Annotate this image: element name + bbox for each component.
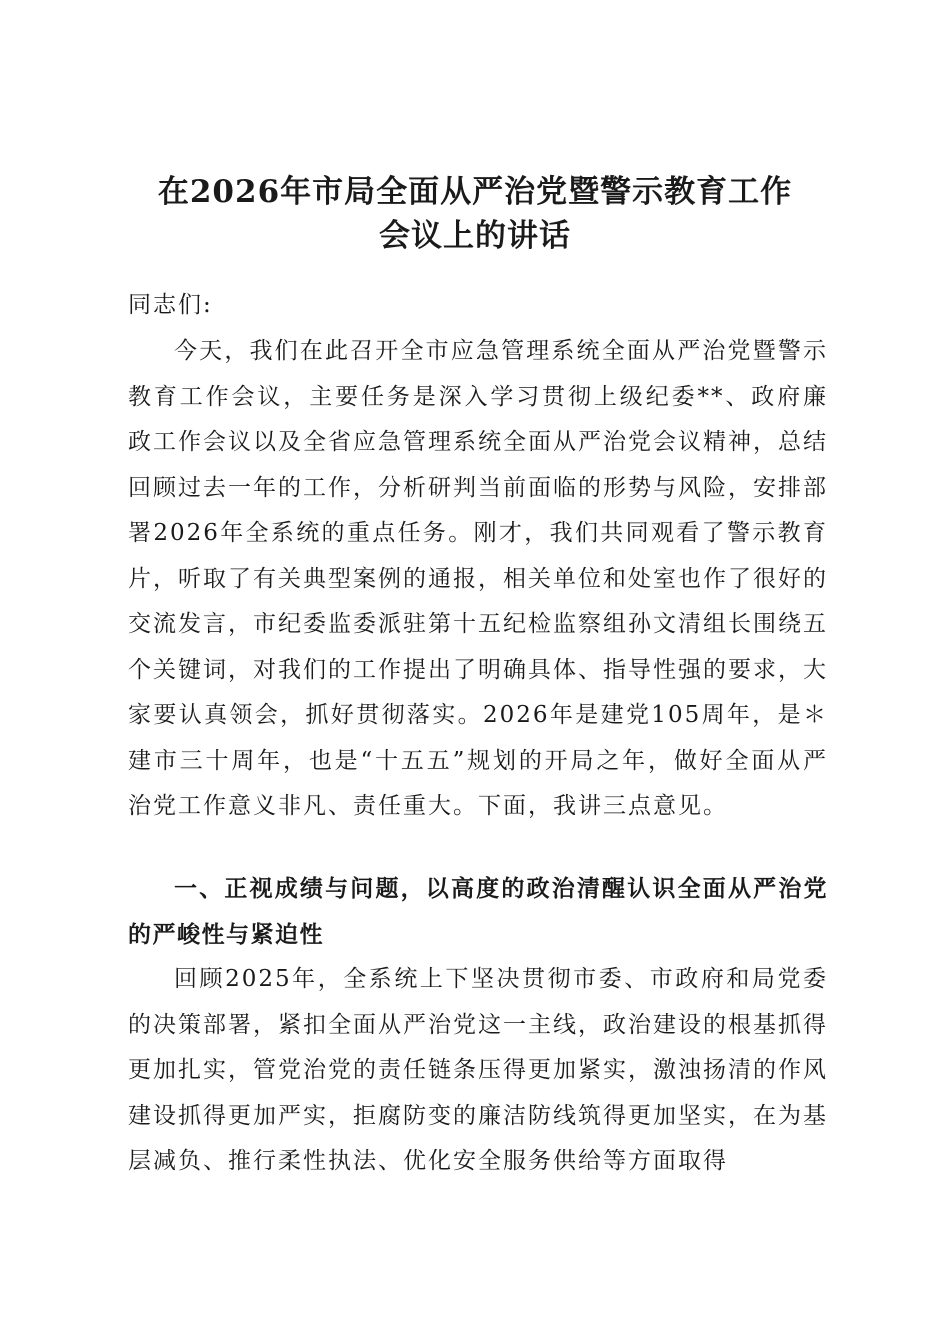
document-title [100,170,850,258]
paragraph-review: 回顾2025年，全系统上下坚决贯彻市委、市政府和局党委的决策部署，紧扣全面从严治党这一主线，政治建设的根基抓得更加扎实，管党治党的责任链条压得更加紧实，激浊扬清的作风建设抓得更加严实，拒腐防变的廉洁防线筑得更加坚实，在为基层减负、推行柔性执法、优化安全服务供给等方面取得 [128,966,828,1174]
title-line-2: 会议上的讲话 [379,218,571,254]
paragraph-opening: 今天，我们在此召开全市应急管理系统全面从严治党暨警示教育工作会议，主要任务是深入学习贯彻上级纪委**、政府廉政工作会议以及全省应急管理系统全面从严治党会议精神，总结回顾过去一年的工作，分析研判当前面临的形势与风险，安排部署2026年全系统的重点任务。刚才，我们共同观看了警示教育片，听取了有关典型案例的通报，相关单位和处室也作了很好的交流发言，市纪委监委派驻第十五纪检监察组孙文清组长围绕五个关键词，对我们的工作提出了明确具体、指导性强的要求，大家要认真领会，抓好贯彻落实。2026年是建党105周年，是＊建市三十周年，也是“十五五”规划的开局之年，做好全面从严治党工作意义非凡、责任重大。下面，我讲三点意见。 [128,338,828,819]
section-heading-1: 一、正视成绩与问题，以高度的政治清醒认识全面从严治党的严峻性与紧迫性 [128,875,828,948]
salutation: 同志们: [128,292,213,318]
title-line-1: 在2026年市局全面从严治党暨警示教育工作 [157,174,793,210]
